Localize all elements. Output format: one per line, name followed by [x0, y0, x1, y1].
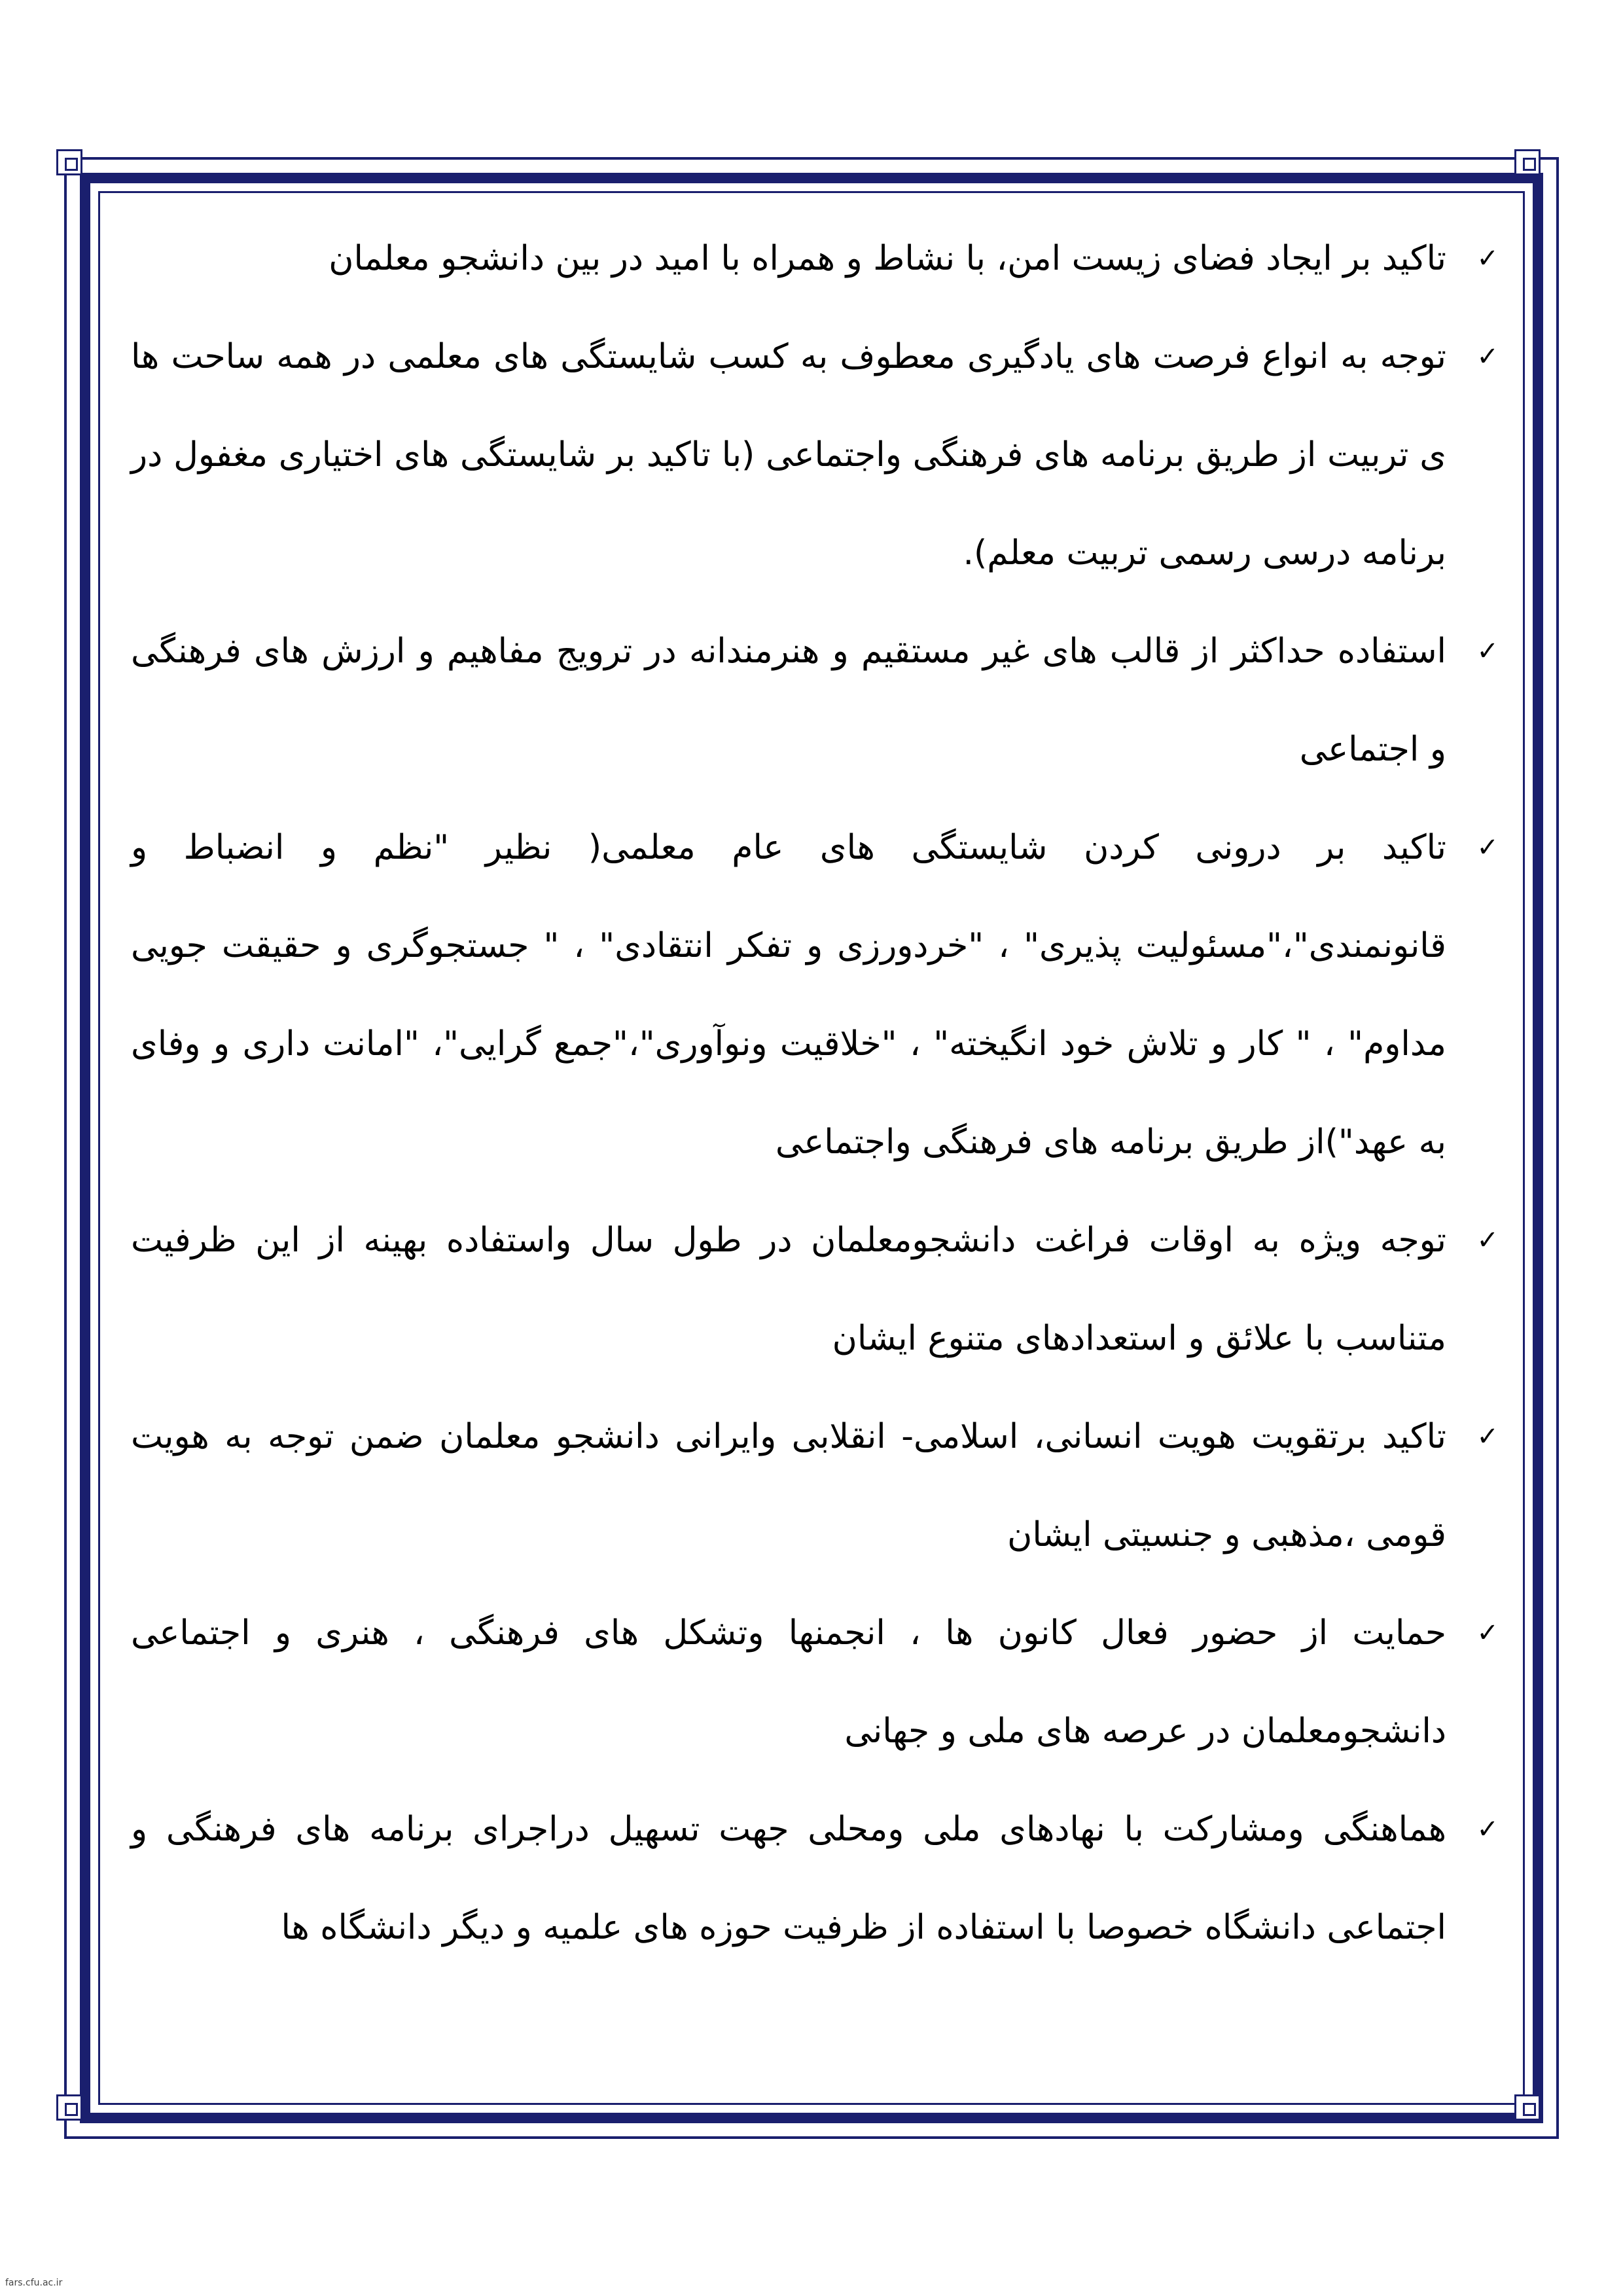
- list-item: [131, 798, 1499, 1191]
- list-item: [131, 602, 1499, 798]
- checkmark-icon: ✓: [1476, 243, 1499, 274]
- list-item-text: تاکید بر ایجاد فضای زیست امن، با نشاط و همراه با امید در بین دانشجو معلمان: [329, 239, 1446, 278]
- list-item-text: هماهنگی ومشارکت با نهادهای ملی ومحلی جهت تسهیل دراجرای برنامه های فرهنگی و اجتماعی دانشگاه خصوصا با استفاده از ظرفیت حوزه های علمیه و دیگر دانشگاه ها: [131, 1810, 1446, 1947]
- list-item-text: تاکید برتقویت هویت انسانی، اسلامی- انقلابی وایرانی دانشجو معلمان ضمن توجه به هویت قومی ،مذهبی و جنسیتی ایشان: [131, 1417, 1446, 1554]
- document-body: [131, 209, 1499, 1977]
- checkmark-icon: ✓: [1476, 342, 1499, 372]
- checkmark-icon: ✓: [1476, 1225, 1499, 1255]
- checkmark-icon: ✓: [1476, 1422, 1499, 1452]
- corner-ornament: [56, 149, 82, 175]
- list-item-text: توجه به انواع فرصت های یادگیری معطوف به کسب شایستگی های معلمی در همه ساحت ها ی تربیت از طریق برنامه های فرهنگی واجتماعی (با تاکید بر شایستگی های اختیاری مغفول در برنامه درسی رسمی تربیت معلم).: [131, 337, 1446, 573]
- list-item-text: استفاده حداکثر از قالب های غیر مستقیم و هنرمندانه در ترویج مفاهیم و ارزش های فرهنگی و اجتماعی: [131, 632, 1446, 769]
- checkmark-icon: ✓: [1476, 636, 1499, 666]
- list-item-text: توجه ویژه به اوقات فراغت دانشجومعلمان در طول سال واستفاده بهینه از این ظرفیت متناسب با علائق و استعدادهای متنوع ایشان: [131, 1221, 1446, 1358]
- list-item: [131, 1388, 1499, 1584]
- checkmark-icon: ✓: [1476, 833, 1499, 863]
- corner-ornament: [1514, 2094, 1541, 2121]
- corner-ornament: [56, 2094, 82, 2121]
- list-item-text: تاکید بر درونی کردن شایستگی های عام معلمی( نظیر "نظم و انضباط و قانونمندی"،"مسئولیت پذیری" ، "خردورزی و تفکر انتقادی" ، " جستجوگری و حقیقت جویی مداوم" ، " کار و تلاش خود انگیخته" ، "خلاقیت ونوآوری"،"جمع گرایی"، "امانت داری و وفای به عهد")از طریق برنامه های فرهنگی واجتماعی: [131, 828, 1446, 1162]
- checkmark-icon: ✓: [1476, 1618, 1499, 1648]
- list-item: [131, 209, 1499, 308]
- list-item: [131, 1191, 1499, 1388]
- list-item-text: حمایت از حضور فعال کانون ها ، انجمنها وتشکل های فرهنگی ، هنری و اجتماعی دانشجومعلمان در عرصه های ملی و جهانی: [131, 1613, 1446, 1751]
- list-item: [131, 1780, 1499, 1977]
- list-item: [131, 1584, 1499, 1780]
- corner-ornament: [1514, 149, 1541, 175]
- footer-watermark: fars.cfu.ac.ir: [5, 2278, 63, 2288]
- list-item: [131, 308, 1499, 602]
- checkmark-icon: ✓: [1476, 1814, 1499, 1844]
